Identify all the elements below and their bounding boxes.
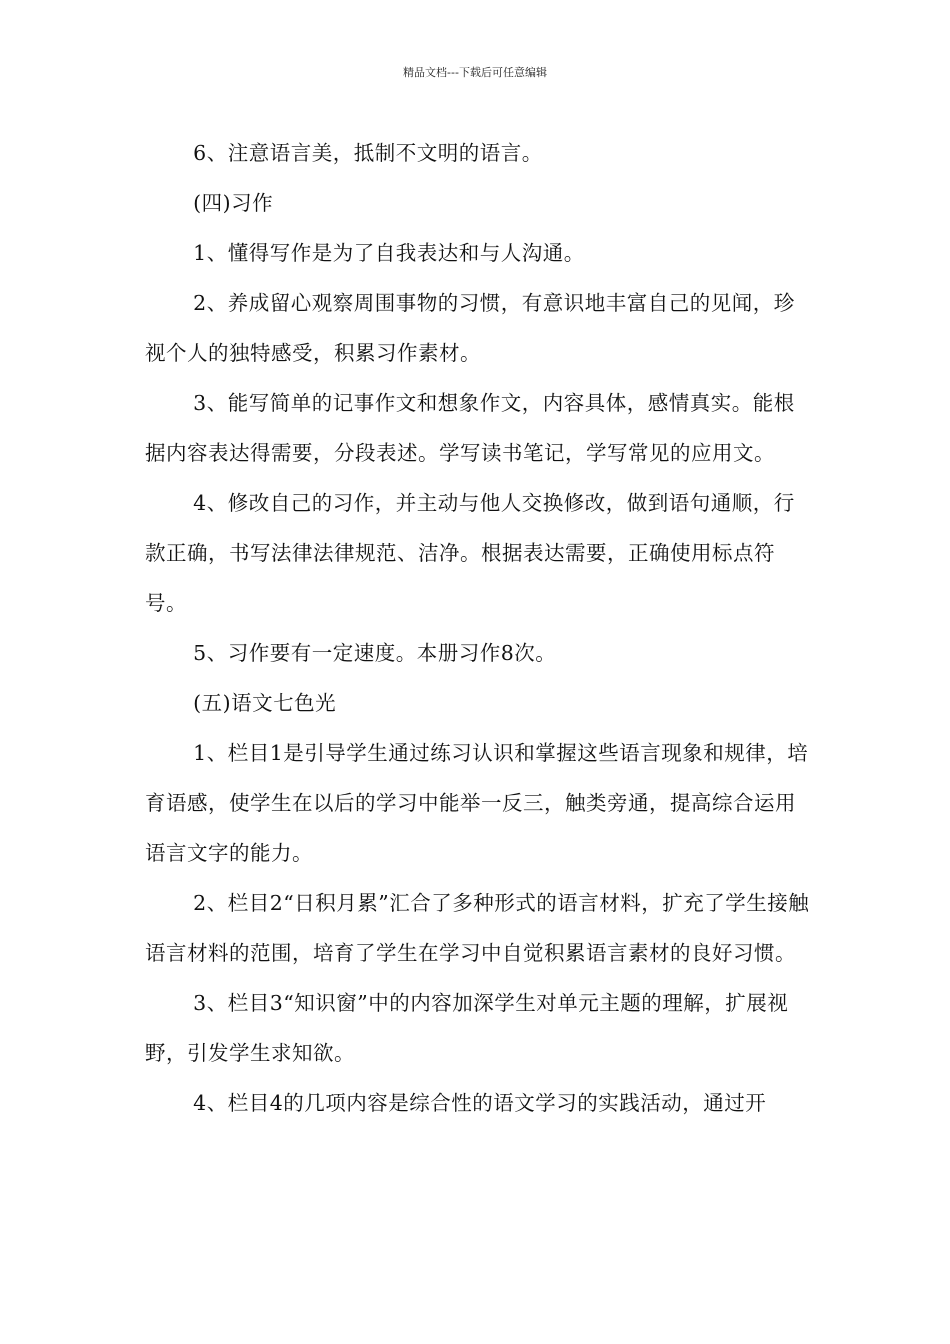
paragraph: 6、注意语言美，抵制不文明的语言。 (193, 141, 543, 165)
page-header: 精品文档---下载后可任意编辑 (403, 66, 547, 79)
section-heading: (五)语文七色光 (193, 691, 337, 715)
paragraph: 4、栏目4的几项内容是综合性的语文学习的实践活动，通过开 (193, 1091, 767, 1115)
document-body (145, 128, 813, 1128)
section-heading: (四)习作 (193, 191, 274, 215)
paragraph: 3、能写简单的记事作文和想象作文，内容具体，感情真实。能根据内容表达得需要，分段表述。学写读书笔记，学写常见的应用文。 (145, 391, 795, 465)
paragraph: 2、栏目2“日积月累”汇合了多种形式的语言材料，扩充了学生接触语言材料的范围，培育了学生在学习中自觉积累语言素材的良好习惯。 (145, 891, 810, 965)
paragraph: 1、懂得写作是为了自我表达和与人沟通。 (193, 241, 585, 265)
paragraph: 2、养成留心观察周围事物的习惯，有意识地丰富自己的见闻，珍视个人的独特感受，积累习作素材。 (145, 291, 795, 365)
paragraph: 4、修改自己的习作，并主动与他人交换修改，做到语句通顺，行款正确，书写法律法律规范、洁净。根据表达需要，正确使用标点符号。 (145, 491, 795, 615)
paragraph: 5、习作要有一定速度。本册习作8次。 (193, 641, 557, 665)
paragraph: 3、栏目3“知识窗”中的内容加深学生对单元主题的理解，扩展视野，引发学生求知欲。 (145, 991, 789, 1065)
paragraph: 1、栏目1是引导学生通过练习认识和掌握这些语言现象和规律，培育语感，使学生在以后的学习中能举一反三，触类旁通，提高综合运用语言文字的能力。 (145, 741, 809, 865)
